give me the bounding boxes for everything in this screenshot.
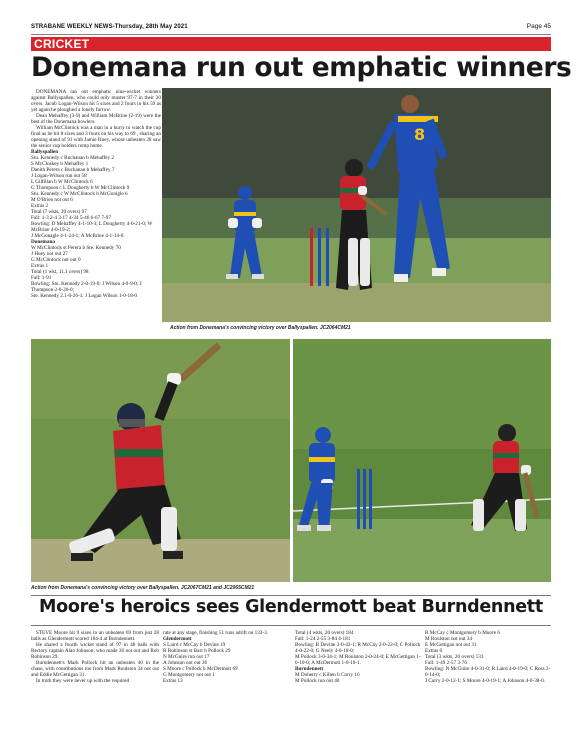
body-paragraph: DONEMANA ran out emphatic nine-wicket winners against Ballyspallen, who could only muster 97-7 in their 20 overs. Jacob Logan-Wilson hit 5 sixes and 2 fours in his 59 as yet again he ploughed a lonely furrow. bbox=[31, 89, 161, 113]
photo-bowling-action bbox=[162, 88, 551, 322]
scorecard-line: Bowling: D Mehaffey 4-1-10-3; L Dougherty 4-0-21-0; W McBrine 4-0-19-2; bbox=[31, 221, 153, 233]
story-divider bbox=[31, 595, 551, 596]
scorecard-line: J Logan-Wilson run out 58 bbox=[31, 173, 87, 179]
scorecard-line: J Curry 2-0-12-1; S Moore 4-0-19-1; A Johnson 4-0-38-0. bbox=[425, 678, 546, 684]
scorecard-line: Total (3 wkts, 20 overs) 133 bbox=[425, 654, 484, 660]
photo-keeper-svg bbox=[293, 339, 551, 582]
scorecard-line: L Gilfillan b W McClintock 6 bbox=[31, 179, 93, 185]
story2-col3 bbox=[295, 630, 421, 730]
page-number: Page 45 bbox=[526, 23, 551, 30]
story2-col4 bbox=[425, 630, 551, 730]
scorecard-line: A Johnson not out 36 bbox=[163, 660, 208, 666]
scorecard-line: J Huey not out 27 bbox=[31, 251, 68, 257]
scorecard-line: Fall: 1-24 2-55 3-84 4-181 bbox=[295, 636, 351, 642]
scorecard-line: M Pollock 3-0-34-1; M Roulston 2-0-24-0; E McGettigan 1-0-10-0; A McDermott 1-0-10-1. bbox=[295, 654, 421, 666]
scorecard-line: rate at any stage, finishing 51 runs adrift on 133-3. bbox=[163, 630, 269, 636]
team-heading: Burndennett bbox=[295, 666, 324, 672]
story2-col1 bbox=[31, 630, 159, 730]
masthead bbox=[31, 23, 551, 35]
scorecard-line: W McClintock st Perera b Ste. Kennedy 70 bbox=[31, 245, 121, 251]
scorecard-line: Bowling: Stu. Kennedy 2-0-19-0; J Wilson 4-0-9-0; J Thompson 2-0-20-0; bbox=[31, 281, 142, 293]
story2-col2 bbox=[163, 630, 291, 730]
body-paragraph: In truth they were never up with the required bbox=[36, 678, 130, 684]
scorecard-line: M O'Brien not out 6 bbox=[31, 197, 73, 203]
scorecard-line: Total (1 wkt, 11.1 overs) 98 bbox=[31, 269, 89, 275]
scorecard-line: R Robinson st Barr b Pollock 29 bbox=[163, 648, 231, 654]
scorecard-line: J McGonagle 4-1-24-1; A McBrine 4-1-14-0. bbox=[31, 233, 125, 239]
story1-body bbox=[31, 89, 161, 339]
headline-glendermott: Moore's heroics sees Glendermott beat Burndennett bbox=[39, 597, 543, 617]
scorecard-line: G McClintock not out 0 bbox=[31, 257, 81, 263]
scorecard-line: S Laird c McCay b Devine 19 bbox=[163, 642, 226, 648]
photo-batsman-sweep bbox=[31, 339, 290, 582]
scorecard-line: Fall: 1-49 2-57 3-76 bbox=[425, 660, 467, 666]
scorecard-line: Fall: 1-91 bbox=[31, 275, 52, 281]
scorecard-line: Fall: 1-3 2-4 3-17 4-34 5-46 6-67 7-97 bbox=[31, 215, 111, 221]
scorecard-line: R McCay c Montgomery b Moore 6 bbox=[425, 630, 500, 636]
scorecard-line: Extras 6 bbox=[425, 648, 443, 654]
body-paragraph: William McClintock was a man in a hurry to watch the cup final as he hit 8 sixes and 3 fours on his way to 69 , sharing an opening stand of 91 with Jamie Huey, whose unbeaten 28 saw the senior cup holders romp home. bbox=[31, 125, 161, 149]
paper-date: STRABANE WEEKLY NEWS-Thursday, 28th May 2021 bbox=[31, 24, 188, 30]
scorecard-line: Stu. Kennedy c Buchanan b Mehaffey 2 bbox=[31, 155, 115, 161]
scorecard-line: Ste. Kennedy 2.1-0-26-1; J Logan Wilson 1-0-18-0 bbox=[31, 293, 138, 299]
scorecard-line: Stu. Kennedy c W McClintock b McGonigle 6 bbox=[31, 191, 128, 197]
photo-sweep-svg bbox=[31, 339, 290, 582]
section-label: CRICKET bbox=[34, 37, 90, 51]
scorecard-line: M Doherty c Killen b Curry 16 bbox=[295, 672, 360, 678]
scorecard-line: Bowling: N McGuire 4-0-31-0; R Laird 4-0-19-0; C Ross 2-0-14-0; bbox=[425, 666, 551, 678]
scorecard-line: N McGuire run out 17 bbox=[163, 654, 210, 660]
shirt-number: 8 bbox=[414, 125, 426, 144]
headline-donemana: Donemana run out emphatic winners bbox=[31, 52, 572, 83]
scorecard-line: Total (7 wkts, 20 overs) 97 bbox=[31, 209, 87, 215]
scorecard-line: G Montgomery not out 1 bbox=[163, 672, 215, 678]
caption-bottom-photos: Action from Donemana's convincing victory over Ballyspallen. JC2067CM21 and JC2065CM21 bbox=[31, 585, 255, 591]
photo-batsman-keeper bbox=[293, 339, 551, 582]
scorecard-line: Extras 1 bbox=[31, 263, 49, 269]
scorecard-line: S Moore c Pollock b McDermott 69 bbox=[163, 666, 238, 672]
body-paragraph: STEVE Moore hit 9 sixes in an unbeaten 69 from just 28 balls as Glendermott scored 184-4 at Burndennett. bbox=[31, 630, 159, 642]
scorecard-line: E McGettigan not out 31 bbox=[425, 642, 477, 648]
photo-bowling-svg bbox=[162, 88, 551, 322]
scorecard-line: Total (4 wkts, 20 overs) 184 bbox=[295, 630, 354, 636]
scorecard-line: M Roulston not out 34 bbox=[425, 636, 472, 642]
headline2-underline bbox=[31, 625, 551, 626]
scorecard-line: M Pollock run out 40 bbox=[295, 678, 340, 684]
body-paragraph: He shared a fourth wicket stand of 97 in 48 balls with Rectory captain Alan Johnson, who made 36 not out and Rob Robinson 29. bbox=[31, 642, 159, 660]
scorecard-line: S McCloskey b Mehaffey 1 bbox=[31, 161, 89, 167]
caption-top-photo: Action from Donemana's convincing victory over Ballyspallen. JC2064CM21 bbox=[170, 325, 351, 331]
team-heading: Ballyspallen bbox=[31, 149, 59, 155]
team-heading: Donemana bbox=[31, 239, 55, 245]
scorecard-line: Bowling: B Devine 3-0-42-1; R McCay 2-0-22-0; C Pollock 4-0-22-0; G Neely 4-0-18-0; bbox=[295, 642, 421, 654]
body-paragraph: Burndennett's Mark Pollock hit an unbeaten 40 in the chase, with contributions too from Mark Roulston 34 not out and Eddie McGettigan 31. bbox=[31, 660, 159, 678]
scorecard-line: Extras 13 bbox=[163, 678, 183, 684]
section-banner bbox=[31, 37, 551, 51]
scorecard-line: G Thompson c L Dougherty b W McClintock 9 bbox=[31, 185, 130, 191]
body-paragraph: Dean Mehaffey (3-9) and William McBrine (2-19) were the best of the Donemana bowlers. bbox=[31, 113, 161, 125]
scorecard-line: Extras 2 bbox=[31, 203, 49, 209]
team-heading: Glendermott bbox=[163, 636, 192, 642]
scorecard-line: Danith Perera c Buchanan b Mehaffey 7 bbox=[31, 167, 115, 173]
